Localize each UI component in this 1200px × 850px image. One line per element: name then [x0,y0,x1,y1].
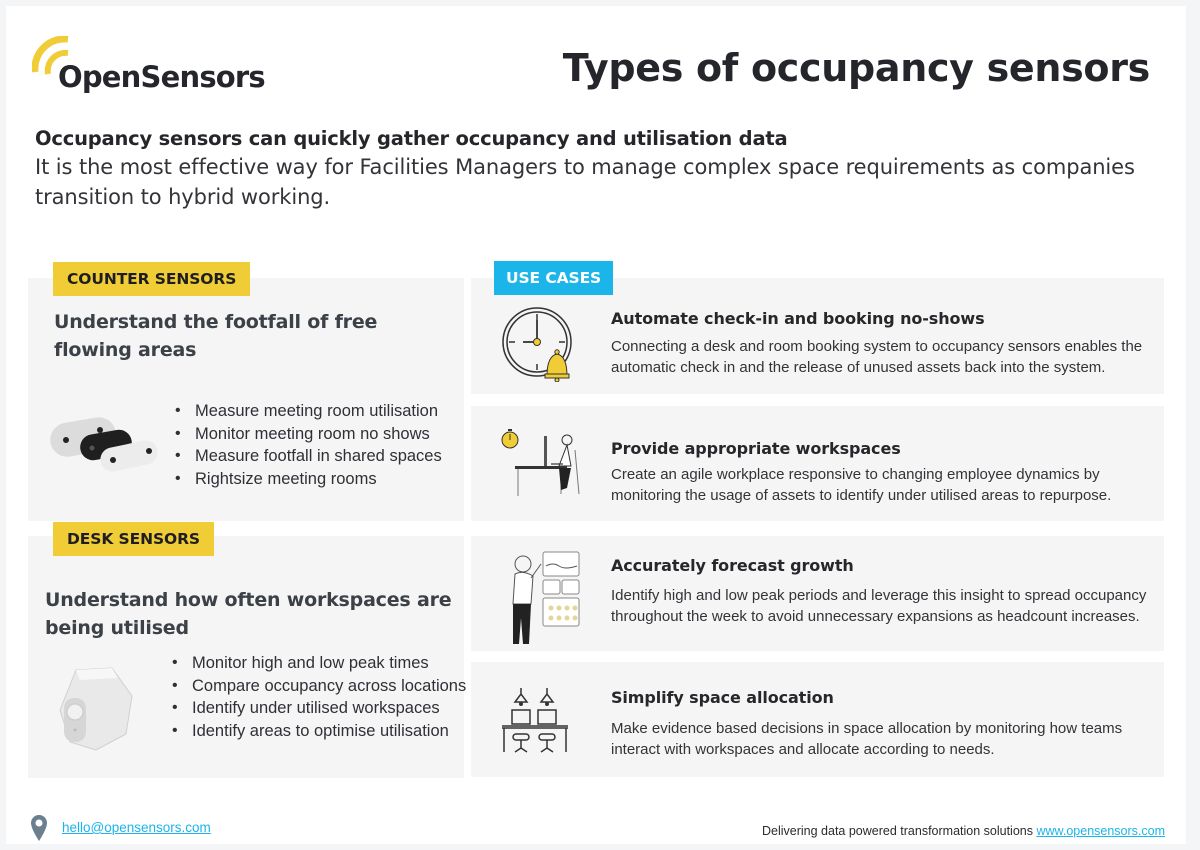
use-case-card [471,662,1164,777]
bullet-item: • Monitor high and low peak times [168,652,468,675]
page-title: Types of occupancy sensors [562,46,1150,90]
desk-sensors-tag: DESK SENSORS [53,522,214,556]
person-dashboard-icon [501,548,583,653]
counter-sensors-tag: COUNTER SENSORS [53,262,250,296]
bullet-item: • Rightsize meeting rooms [171,468,442,491]
counter-sensors-panel [28,278,464,521]
use-case-description: Make evidence based decisions in space allocation by monitoring how teams interact with workspaces and allocate according to needs. [611,720,1123,758]
bullet-item: • Measure meeting room utilisation [171,400,442,423]
intro-headline: Occupancy sensors can quickly gather occupancy and utilisation data [35,127,788,150]
counter-sensors-heading: Understand the footfall of free flowing areas [54,311,378,361]
use-case-title: Automate check-in and booking no-shows [611,309,985,328]
page [6,6,1186,844]
person-at-desk-icon [501,428,583,503]
use-case-description: Connecting a desk and room booking system to occupancy sensors enables the automatic check in and the release of unused assets back into the system. [611,338,1143,376]
use-case-title: Provide appropriate workspaces [611,439,901,458]
desk-sensors-heading: Understand how often workspaces are being utilised [45,589,452,639]
bullet-item: • Monitor meeting room no shows [171,423,442,446]
email-link[interactable]: hello@opensensors.com [62,820,211,835]
desks-lamps-icon [501,686,581,759]
counter-sensors-bullets [171,400,442,490]
desk-sensors-bullets [168,652,468,742]
bullet-item: • Compare occupancy across locations [168,675,468,698]
footer-tagline [762,824,1165,838]
footer-tagline-text: Delivering data powered transformation solutions [762,824,1033,838]
opensensors-logo [32,36,265,98]
use-case-description: Identify high and low peak periods and leverage this insight to spread occupancy throughout the week to avoid unnecessary expansions as headcount increases. [611,587,1147,625]
location-pin-icon [30,814,48,847]
use-case-card [471,278,1164,394]
use-case-card [471,406,1164,521]
use-case-description: Create an agile workplace responsive to changing employee dynamics by monitoring the usage of assets to identify under utilised areas to repurpose. [611,466,1112,504]
use-cases-tag: USE CASES [494,261,613,295]
counter-sensor-devices-image [48,398,160,478]
website-link[interactable]: www.opensensors.com [1036,824,1165,838]
bullet-item: • Identify under utilised workspaces [168,697,468,720]
desk-sensor-device-image [56,660,136,752]
use-case-card [471,536,1164,651]
clock-bell-icon [501,304,581,387]
bullet-item: • Measure footfall in shared spaces [171,445,442,468]
use-case-title: Simplify space allocation [611,688,834,707]
use-case-title: Accurately forecast growth [611,556,854,575]
desk-sensors-panel [28,536,467,778]
logo-text: OpenSensors [58,60,265,94]
intro-body: It is the most effective way for Facilities Managers to manage complex space requirements as companies transition to hybrid working. [35,155,1135,209]
bullet-item: • Identify areas to optimise utilisation [168,720,468,743]
